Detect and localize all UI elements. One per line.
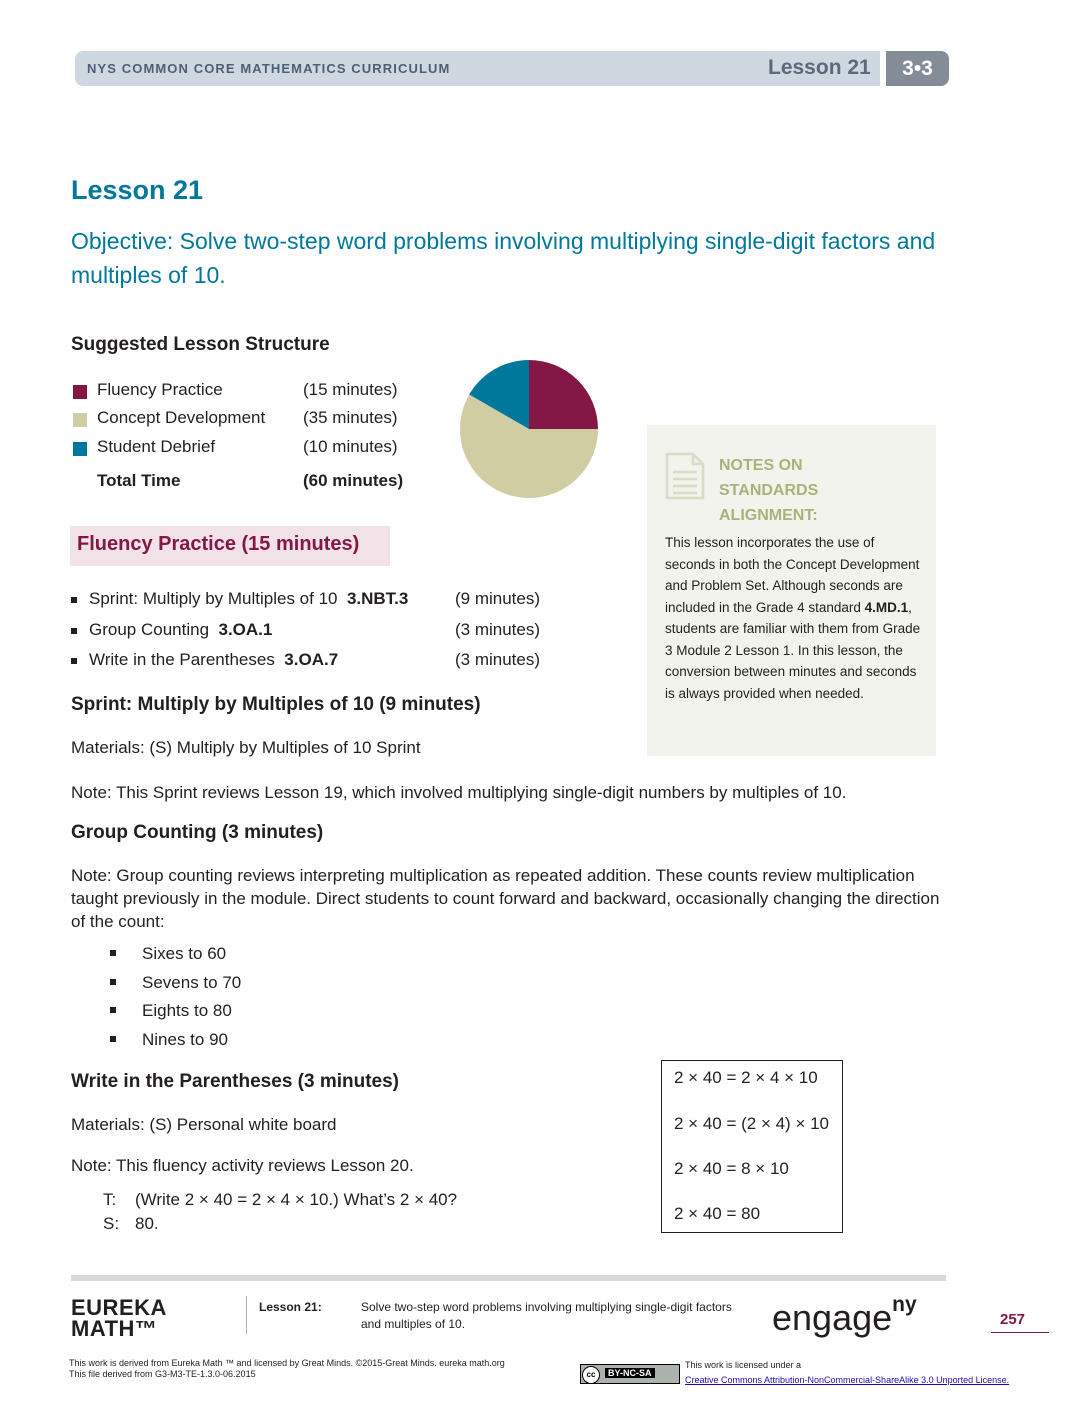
equation: 2 × 40 = 8 × 10 <box>674 1159 789 1178</box>
derived-notice: This work is derived from Eureka Math ™ and licensed by Great Minds. ©2015-Great Minds. eureka math.org This file derived from G3-M3-TE-1.3.0-06.2015 <box>69 1358 505 1379</box>
lesson-structure-pie-chart <box>459 359 599 499</box>
activity-time: (3 minutes) <box>455 620 541 639</box>
parentheses-materials: Materials: (S) Personal white board <box>71 1115 337 1134</box>
page-number-underline <box>991 1332 1049 1333</box>
structure-item-time: (10 minutes) <box>303 437 398 456</box>
total-label: Total Time <box>97 471 181 490</box>
legend-swatch <box>73 413 87 427</box>
activity-standard: 3.OA.7 <box>284 650 339 669</box>
footer-rule <box>71 1275 946 1281</box>
pie-slice-fluency-practice <box>529 360 598 429</box>
activity-label: Group Counting <box>89 620 210 639</box>
bullet-icon <box>110 1036 116 1042</box>
structure-item-name: Student Debrief <box>97 437 216 456</box>
structure-item-name: Fluency Practice <box>97 380 223 399</box>
structure-item-time: (15 minutes) <box>303 380 398 399</box>
sprint-note: Note: This Sprint reviews Lesson 19, which involved multiplying single-digit numbers by multiples of 10. <box>71 783 847 802</box>
parentheses-heading: Write in the Parentheses (3 minutes) <box>71 1071 400 1092</box>
cc-icon: cc <box>582 1366 600 1384</box>
license-link[interactable]: Creative Commons Attribution-NonCommercial-ShareAlike 3.0 Unported License. <box>685 1375 1010 1385</box>
activity-standard: 3.OA.1 <box>218 620 273 639</box>
fluency-heading: Fluency Practice (15 minutes) <box>77 533 360 555</box>
license-text: This work is licensed under a <box>685 1360 802 1370</box>
dialogue-speaker: S: <box>103 1214 120 1233</box>
sprint-materials: Materials: (S) Multiply by Multiples of 10 Sprint <box>71 738 421 757</box>
equation: 2 × 40 = 80 <box>674 1204 761 1223</box>
structure-item-time: (35 minutes) <box>303 408 398 427</box>
footer-objective: Solve two-step word problems involving multiplying single-digit factors and multiples of 10. <box>361 1300 732 1331</box>
notes-standard: 4.MD.1 <box>864 599 909 615</box>
group-counting-note: Note: Group counting reviews interpreting multiplication as repeated addition. These counts review multiplication taught previously in the module. Direct students to count forward and backward, occasionally changing the direction of the count: <box>71 866 940 931</box>
lesson-objective: Objective: Solve two-step word problems involving multiplying single-digit factors and multiples of 10. <box>71 228 936 288</box>
total-time: (60 minutes) <box>303 471 404 490</box>
bullet-icon <box>71 658 77 664</box>
curriculum-title: NYS COMMON CORE MATHEMATICS CURRICULUM <box>87 61 451 76</box>
notes-title: NOTES ON STANDARDS ALIGNMENT: <box>719 457 819 524</box>
page-number: 257 <box>1000 1311 1026 1328</box>
activity-time: (3 minutes) <box>455 650 541 669</box>
group-counting-heading: Group Counting (3 minutes) <box>71 822 324 843</box>
parentheses-note: Note: This fluency activity reviews Lesson 20. <box>71 1156 414 1175</box>
notes-body <box>665 532 927 704</box>
footer-lesson-label: Lesson 21: <box>259 1300 322 1314</box>
bullet-icon <box>71 597 77 603</box>
dialogue-text: (Write 2 × 40 = 2 × 4 × 10.) What’s 2 × 40? <box>135 1190 458 1209</box>
bullet-icon <box>110 1007 116 1013</box>
bullet-icon <box>71 628 77 634</box>
notes-body-text: This lesson incorporates the use of seconds in both the Concept Development and Problem Set. Although seconds are included in the Grade 4 standard <box>665 535 920 615</box>
activity-label: Write in the Parentheses <box>89 650 275 669</box>
structure-item-name: Concept Development <box>97 408 266 427</box>
module-badge: 3•3 <box>886 51 949 86</box>
equation: 2 × 40 = 2 × 4 × 10 <box>674 1068 818 1087</box>
footer-divider <box>246 1296 247 1334</box>
dialogue-speaker: T: <box>103 1190 117 1209</box>
engageny-logo: engage$^{ny}$ <box>772 1293 917 1338</box>
legend-swatch <box>73 442 87 456</box>
equation: 2 × 40 = (2 × 4) × 10 <box>674 1114 830 1133</box>
structure-heading: Suggested Lesson Structure <box>71 334 330 355</box>
notes-body-text: , students are familiar with them from Grade 3 Module 2 Lesson 1. In this lesson, the conversion between minutes and seconds is always provided when needed. <box>665 599 921 701</box>
notes-document-icon <box>665 452 705 500</box>
bullet-icon <box>110 950 116 956</box>
bullet-icon <box>110 979 116 985</box>
lesson-title: Lesson 21 <box>71 175 204 205</box>
activity-standard: 3.NBT.3 <box>346 589 409 608</box>
header-lesson: Lesson 21 <box>768 56 871 79</box>
dialogue-text: 80. <box>135 1214 159 1233</box>
sprint-heading: Sprint: Multiply by Multiples of 10 (9 minutes) <box>71 694 481 715</box>
creative-commons-badge: cc BY-NC-SA <box>580 1364 680 1384</box>
eureka-math-logo: EUREKA MATH™ <box>71 1295 167 1341</box>
legend-swatch <box>73 385 87 399</box>
equation-box <box>661 1060 843 1233</box>
activity-time: (9 minutes) <box>455 589 541 608</box>
activity-label: Sprint: Multiply by Multiples of 10 <box>89 589 338 608</box>
